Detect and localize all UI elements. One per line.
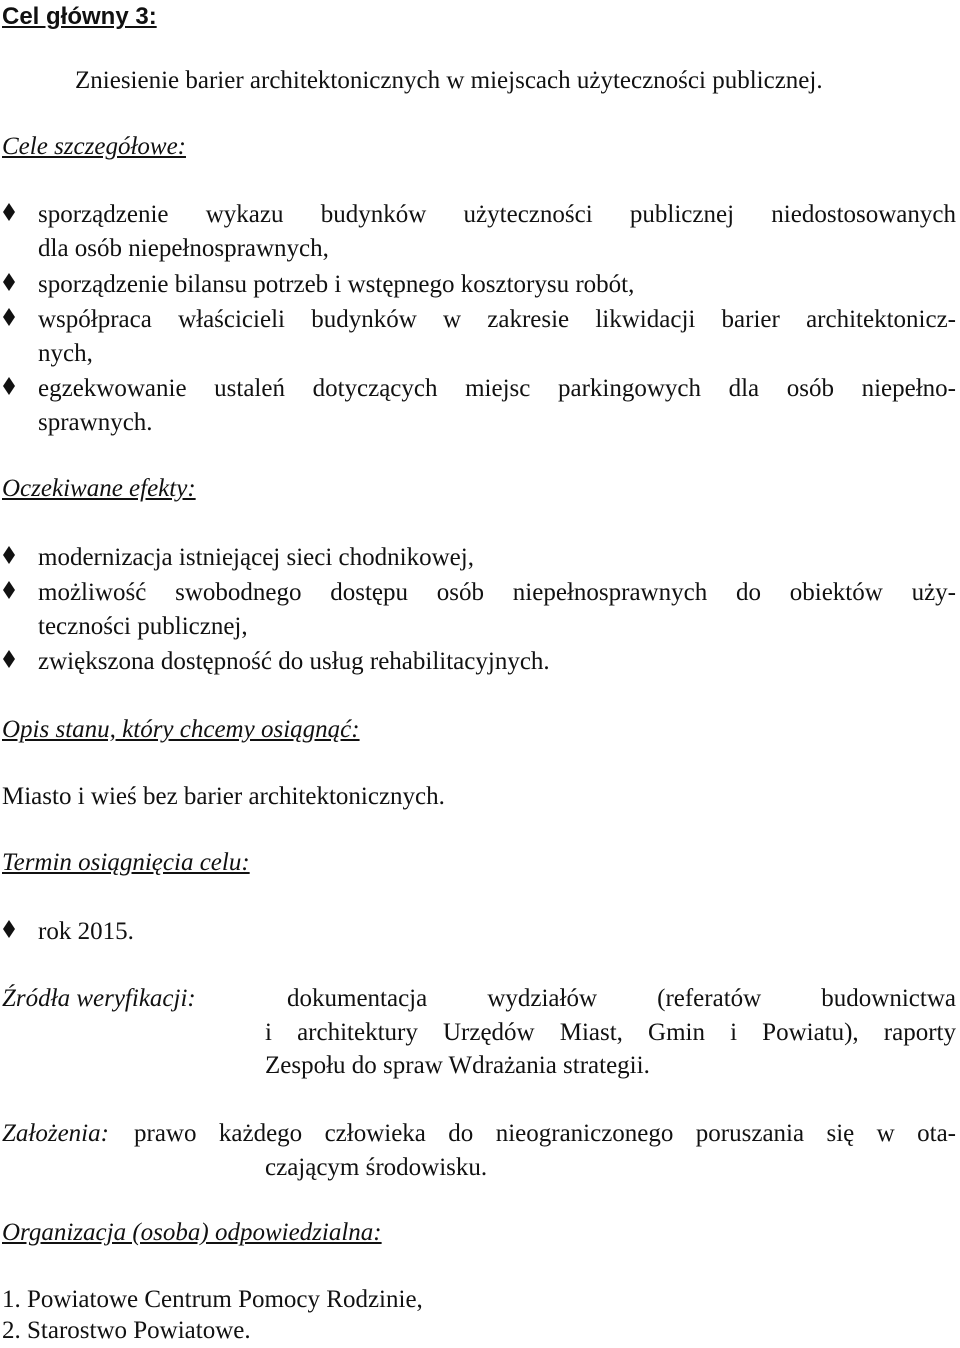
assumptions-line-1: prawo każdego człowieka do nieograniczonego poruszania się w ota- xyxy=(134,1120,956,1147)
diamond-bullet-icon xyxy=(2,544,22,574)
diamond-bullet-icon xyxy=(2,918,22,948)
verification-label: Źródła weryfikacji: xyxy=(2,985,196,1012)
expected-effects-label: Oczekiwane efekty: xyxy=(2,475,196,502)
responsible-label: Organizacja (osoba) odpowiedzialna: xyxy=(2,1219,382,1246)
main-goal-text: Zniesienie barier architektonicznych w miejscach użyteczności publicznej. xyxy=(75,67,823,94)
deadline-label: Termin osiągnięcia celu: xyxy=(2,849,250,876)
target-state-text: Miasto i wieś bez barier architektonicznych. xyxy=(2,783,445,810)
detailed-goals-label: Cele szczegółowe: xyxy=(2,133,186,160)
detailed-goal-3-line-1: współpraca właścicieli budynków w zakresie likwidacji barier architektonicz- xyxy=(38,306,956,333)
diamond-bullet-icon xyxy=(2,201,22,231)
detailed-goal-4-line-1: egzekwowanie ustaleń dotyczących miejsc parkingowych dla osób niepełno- xyxy=(38,375,956,402)
diamond-bullet-icon xyxy=(2,579,22,609)
diamond-bullet-icon xyxy=(2,648,22,678)
target-state-label: Opis stanu, który chcemy osiągnąć: xyxy=(2,716,360,743)
expected-effect-2-line-2: teczności publicznej, xyxy=(38,613,248,640)
expected-effect-3-line-1: zwiększona dostępność do usług rehabilitacyjnych. xyxy=(38,648,550,675)
assumptions-label: Założenia: xyxy=(2,1120,109,1147)
detailed-goal-4-line-2: sprawnych. xyxy=(38,409,153,436)
deadline-item: rok 2015. xyxy=(38,918,134,945)
responsible-item-2: 2. Starostwo Powiatowe. xyxy=(2,1317,251,1344)
verification-line-1: dokumentacja wydziałów (referatów budownictwa xyxy=(287,985,956,1012)
goal-heading: Cel główny 3: xyxy=(2,3,157,30)
diamond-bullet-icon xyxy=(2,271,22,301)
verification-line-2: i architektury Urzędów Miast, Gmin i Powiatu), raporty xyxy=(265,1019,956,1046)
detailed-goal-2-line-1: sporządzenie bilansu potrzeb i wstępnego kosztorysu robót, xyxy=(38,271,635,298)
detailed-goal-1-line-1: sporządzenie wykazu budynków użyteczności publicznej niedostosowanych xyxy=(38,201,956,228)
assumptions-line-2: czającym środowisku. xyxy=(265,1154,488,1181)
verification-line-3: Zespołu do spraw Wdrażania strategii. xyxy=(265,1052,650,1079)
detailed-goal-3-line-2: nych, xyxy=(38,340,93,367)
responsible-item-1: 1. Powiatowe Centrum Pomocy Rodzinie, xyxy=(2,1286,423,1313)
diamond-bullet-icon xyxy=(2,375,22,405)
expected-effect-1-line-1: modernizacja istniejącej sieci chodnikowej, xyxy=(38,544,474,571)
detailed-goal-1-line-2: dla osób niepełnosprawnych, xyxy=(38,235,329,262)
expected-effect-2-line-1: możliwość swobodnego dostępu osób niepełnosprawnych do obiektów uży- xyxy=(38,579,956,606)
diamond-bullet-icon xyxy=(2,306,22,336)
